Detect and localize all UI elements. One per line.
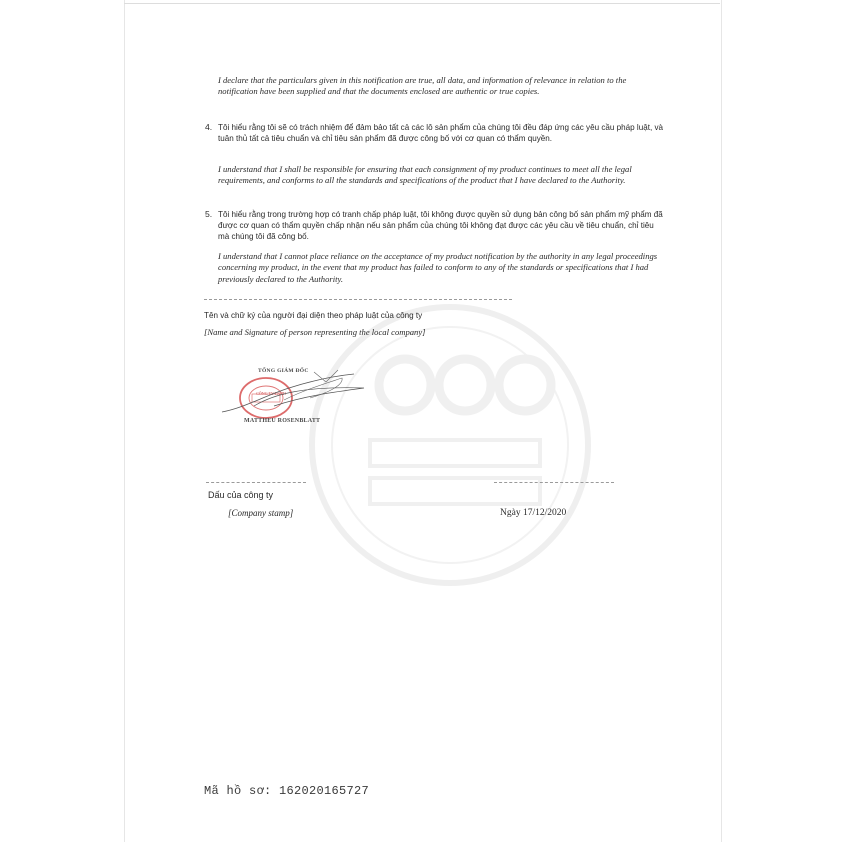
company-stamp-label-en: [Company stamp]	[228, 508, 294, 518]
seal-text: CÔNG TY TNHH	[256, 391, 286, 396]
director-signature-block	[226, 366, 386, 432]
declaration-paragraph-4-en: I understand that I shall be responsible for ensuring that each consignment of my product continues to meet all the legal requirements, and conforms to all the standards and specifications of the product that I have declared to the Authority.	[218, 164, 632, 186]
item-number-4: 4.	[205, 122, 213, 132]
separator-line	[204, 299, 512, 300]
watermark-logo	[300, 300, 610, 590]
signature-label-en: [Name and Signature of person representing the local company]	[204, 327, 426, 337]
director-title: TỔNG GIÁM ĐỐC	[258, 368, 309, 374]
company-stamp-label-vi: Dấu của công ty	[208, 490, 274, 500]
separator-line-right	[494, 482, 614, 483]
separator-line-left	[206, 482, 306, 483]
director-name: MATTHEU ROSENBLATT	[244, 418, 321, 424]
signature-label-vi: Tên và chữ ký của người đại diện theo pháp luật của công ty	[204, 311, 423, 320]
declaration-paragraph-4-vi: Tôi hiểu rằng tôi sẽ có trách nhiệm để đảm bảo tất cả các lô sản phẩm của chúng tôi đều đáp ứng các yêu cầu pháp luật, và tuân thủ tất cả tiêu chuẩn và chỉ tiêu sản phẩm đã được công bố với cơ quan có thẩm quyền.	[218, 123, 664, 143]
item-number-5: 5.	[205, 209, 213, 219]
file-code: Mã hồ sơ: 162020165727	[204, 784, 370, 798]
signing-date: Ngày 17/12/2020	[500, 508, 567, 518]
handwritten-signature	[214, 366, 384, 422]
declaration-paragraph-5-en: I understand that I cannot place reliance on the acceptance of my product notification by the authority in any legal proceedings concerning my product, in the event that my product has failed to conform to any of the standards or specifications that I had previously declared to the Authority.	[218, 251, 658, 284]
declaration-paragraph-3-en: I declare that the particulars given in this notification are true, all data, and information of relevance in relation to the notification have been supplied and that the documents enclosed are authentic or true copies.	[218, 75, 627, 97]
declaration-paragraph-5-vi: Tôi hiểu rằng trong trường hợp có tranh chấp pháp luật, tôi không được quyền sử dụng bản công bố sản phẩm mỹ phẩm đã được cơ quan có thẩm quyền chấp nhận nếu sản phẩm của chúng tôi không đạt được các yêu cầu về tiêu chuẩn, chỉ tiêu mà chúng tôi đã công bố.	[218, 210, 663, 241]
page-top-edge	[124, 3, 720, 4]
